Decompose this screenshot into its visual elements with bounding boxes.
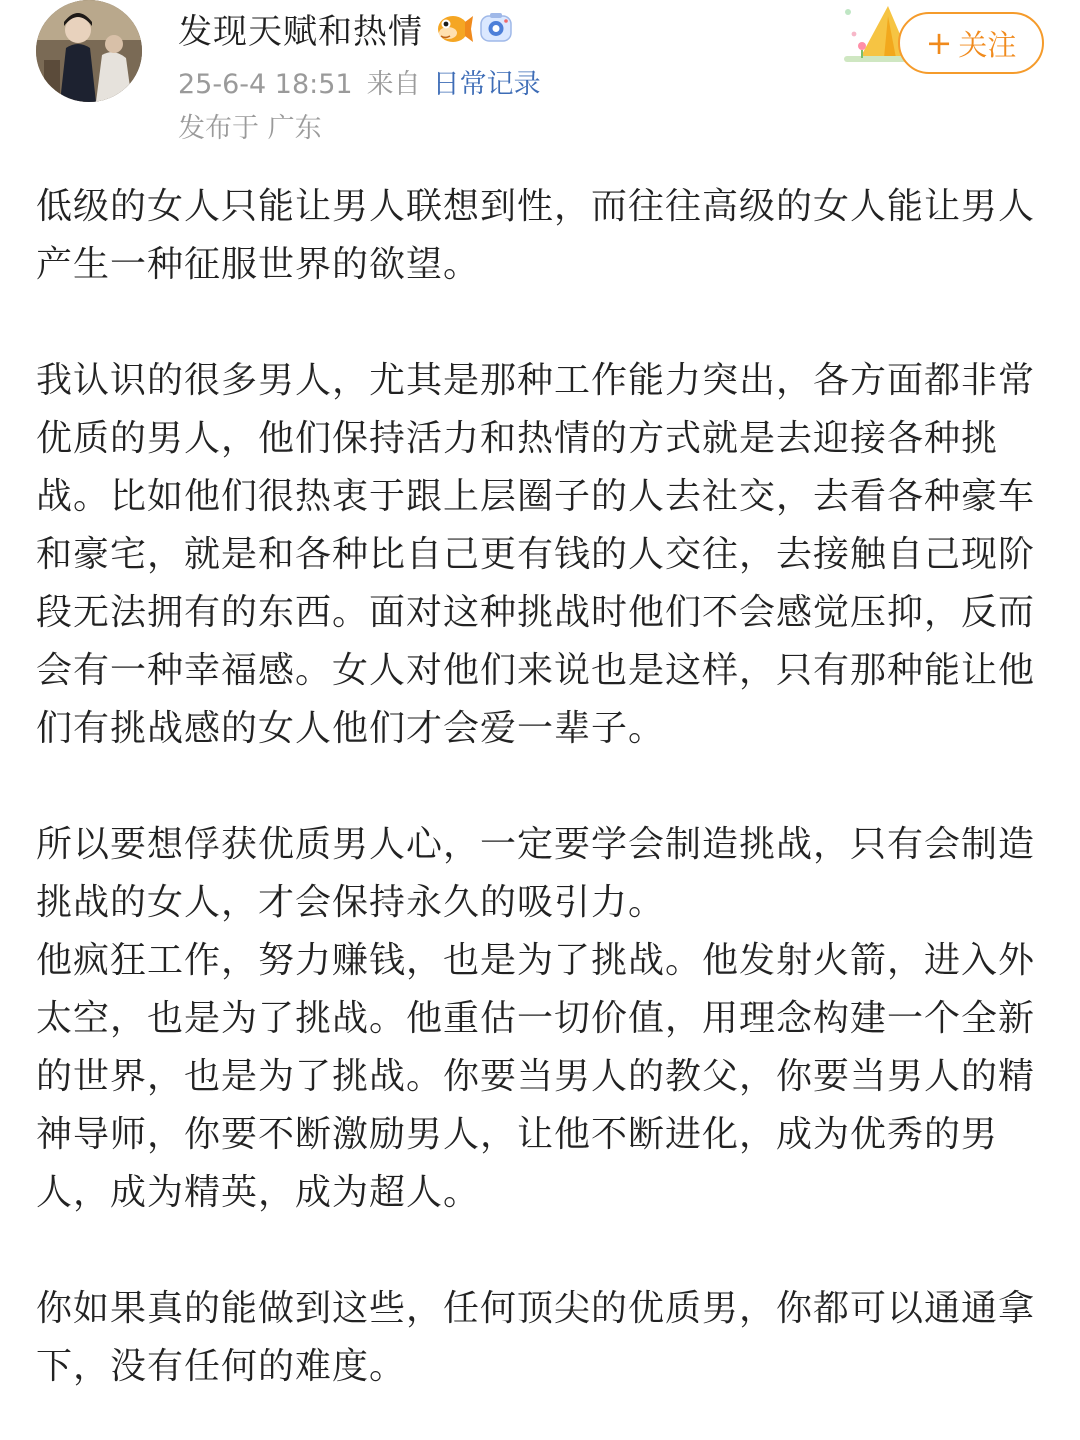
content-paragraph: 你如果真的能做到这些，任何顶尖的优质男，你都可以通通拿下，没有任何的难度。 [36,1288,1036,1387]
post-meta [178,62,541,101]
paragraph-gap [36,294,1036,352]
avatar-photo [36,0,142,102]
avatar[interactable] [36,0,142,102]
content-paragraph: 我认识的很多男人，尤其是那种工作能力突出，各方面都非常优质的男人，他们保持活力和热情的方式就是去迎接各种挑战。比如他们很热衷于跟上层圈子的人去社交，去看各种豪车和豪宅，就是和各种比自己更有钱的人交往，去接触自己现阶段无法拥有的东西。面对这种挑战时他们不会感觉压抑，反而会有一种幸福感。女人对他们来说也是这样，只有那种能让他们有挑战感的女人他们才会爱一辈子。 [36,360,1036,749]
post-location: 发布于 广东 [178,113,322,144]
source-prefix: 来自 [366,69,421,100]
post-header [0,0,1080,150]
paragraph-gap [36,1222,1036,1280]
post-timestamp: 25-6-4 18:51 [178,69,353,100]
plus-icon: + [925,24,953,62]
follow-button[interactable] [898,12,1044,74]
content-paragraph: 低级的女人只能让男人联想到性，而往往高级的女人能让男人产生一种征服世界的欲望。 [36,186,1036,285]
fish-emoji-icon [433,10,473,46]
username-row [178,4,513,52]
paragraph-gap [36,758,1036,816]
post-content [36,178,1036,1396]
camera-badge-icon [479,11,513,45]
source-link[interactable]: 日常记录 [432,69,541,100]
follow-label: 关注 [958,27,1017,62]
content-paragraph: 他疯狂工作，努力赚钱，也是为了挑战。他发射火箭，进入外太空，也是为了挑战。他重估一切价值，用理念构建一个全新的世界，也是为了挑战。你要当男人的教父，你要当男人的精神导师，你要不断激励男人，让他不断进化，成为优秀的男人，成为精英，成为超人。 [36,940,1036,1213]
content-paragraph: 所以要想俘获优质男人心，一定要学会制造挑战，只有会制造挑战的女人，才会保持永久的吸引力。 [36,824,1036,923]
username[interactable]: 发现天赋和热情 [178,11,423,52]
